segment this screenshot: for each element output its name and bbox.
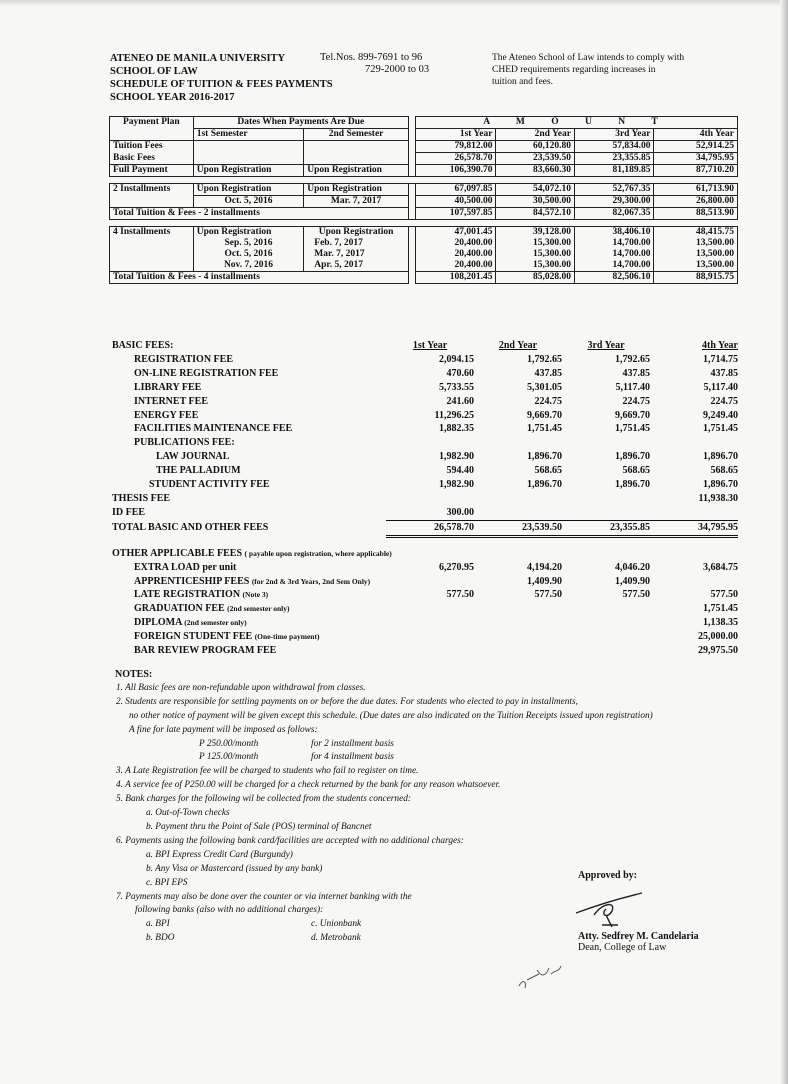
fee-value: 2,094.15 (439, 353, 474, 365)
due-date: Upon Registration (304, 227, 409, 239)
fee-value: 5,117.40 (703, 381, 738, 393)
col-3rd-year: 3rd Year (574, 129, 654, 141)
fee-label (112, 450, 386, 464)
fee-value (474, 644, 562, 658)
fee-label-text: DIPLOMA (134, 617, 182, 629)
fee-value (650, 436, 738, 450)
col-3rd-year: 3rd Year (587, 340, 625, 351)
fee-label (112, 588, 386, 602)
fee-value: 1,751.45 (615, 423, 650, 435)
fee-value: 224.75 (622, 395, 650, 407)
fee-note: (2nd semester only) (227, 604, 290, 614)
other-fees-note: ( payable upon registration, where applicable) (244, 548, 392, 558)
note-7-cont: following banks (also with no additional charges): (135, 905, 324, 916)
cell-value: 82,067.35 (574, 208, 654, 220)
fee-value (386, 630, 474, 644)
fine-amount: P 250.00/month (199, 738, 259, 749)
fee-value: 3,684.75 (703, 561, 738, 573)
fee-row (112, 436, 738, 450)
fee-row (112, 464, 738, 478)
cell-value: 13,500.00 (654, 238, 738, 249)
cell-value: 20,400.00 (415, 249, 496, 260)
note-7: 7. Payments may also be done over the counter or via internet banking with the (116, 891, 412, 902)
fee-value: 4,046.20 (615, 561, 650, 573)
row-label: Total Tuition & Fees - 2 installments (110, 208, 409, 220)
fee-value: 437.85 (534, 367, 562, 379)
fee-value (562, 602, 650, 616)
fee-value: 4,194.20 (527, 561, 562, 573)
bank-name: d. Metrobank (311, 933, 361, 944)
cell-value: 26,800.00 (654, 196, 738, 208)
cell-value: 61,713.90 (654, 184, 738, 196)
thesis-fee-row (112, 492, 738, 506)
due-date: Apr. 5, 2017 (304, 260, 409, 272)
total-basic-fees-row (112, 520, 738, 536)
col-2nd-semester: 2nd Semester (304, 129, 409, 141)
fee-row (112, 450, 738, 464)
fee-value: 1,882.35 (439, 423, 474, 435)
fee-value: 1,792.65 (527, 353, 562, 365)
fee-label-text: GRADUATION FEE (134, 603, 225, 615)
fee-row (112, 561, 738, 575)
approved-by-label: Approved by: (578, 870, 637, 881)
fee-row (112, 630, 738, 644)
due-date: Sep. 5, 2016 (193, 238, 304, 249)
fee-label (112, 436, 386, 450)
cell-value: 67,097.85 (415, 184, 496, 196)
col-4th-year: 4th Year (701, 340, 738, 351)
fee-note: (2nd semester only) (184, 618, 247, 628)
fee-value: 437.85 (622, 367, 650, 379)
fee-value: 9,669.70 (615, 409, 650, 421)
fee-label (112, 575, 386, 589)
fee-value: 1,896.70 (703, 451, 738, 463)
fee-value (562, 436, 650, 450)
payment-schedule-table (109, 116, 738, 284)
fee-value: 568.65 (710, 465, 738, 477)
fee-value (386, 575, 474, 589)
fee-value: 577.50 (622, 589, 650, 601)
fee-value: 594.40 (446, 465, 474, 477)
col-dates-due: Dates When Payments Are Due (193, 117, 408, 129)
bank-name: a. BPI (146, 919, 170, 930)
row-label: Full Payment (110, 165, 194, 177)
student-activity-row (112, 478, 738, 492)
fee-label (112, 616, 386, 630)
cell-value: 81,189.85 (574, 165, 654, 177)
fee-value: 6,270.95 (439, 561, 474, 573)
fee-value: 300.00 (386, 506, 474, 520)
four-installment-total-row (110, 272, 738, 284)
fee-row (112, 367, 738, 381)
fee-row (112, 588, 738, 602)
fee-value: 25,000.00 (698, 631, 738, 643)
fee-value (650, 506, 738, 520)
fee-label (112, 367, 386, 381)
document-title: SCHEDULE OF TUITION & FEES PAYMENTS (110, 79, 333, 90)
note-5a: a. Out-of-Town checks (146, 808, 230, 819)
fee-value: 1,751.45 (527, 423, 562, 435)
notice-line-3: tuition and fees. (492, 77, 553, 87)
cell-value: 84,572.10 (496, 208, 575, 220)
fee-label: TOTAL BASIC AND OTHER FEES (112, 522, 269, 534)
fee-value: 1,138.35 (703, 617, 738, 629)
fee-label (112, 644, 386, 658)
fee-value: 26,578.70 (386, 520, 474, 536)
fee-label-text: FOREIGN STUDENT FEE (134, 631, 253, 643)
four-installment-row-2 (110, 238, 738, 249)
note-5: 5. Bank charges for the following wil be collected from the students concerned: (116, 794, 411, 805)
note-6: 6. Payments using the following bank card/facilities are accepted with no additional charges: (116, 835, 464, 846)
due-date: Feb. 7, 2017 (304, 238, 409, 249)
cell-value: 47,001.45 (415, 227, 496, 239)
fee-value: 1,751.45 (703, 603, 738, 615)
note-6a: a. BPI Express Credit Card (Burgundy) (146, 849, 293, 860)
bank-name: c. Unionbank (311, 919, 362, 930)
fee-row (112, 395, 738, 409)
telephone-numbers (320, 52, 429, 76)
cell-value: 52,767.35 (574, 184, 654, 196)
note-6b: b. Any Visa or Mastercard (issued by any bank) (146, 863, 323, 874)
cell-value: 57,834.00 (574, 141, 654, 153)
notice-line-1: The Ateneo School of Law intends to comply with (492, 53, 685, 63)
fee-value: 224.75 (534, 395, 562, 407)
fee-value: 1,714.75 (703, 353, 738, 365)
fee-label-text: INTERNET FEE (134, 395, 209, 407)
fee-label: STUDENT ACTIVITY FEE (149, 479, 270, 491)
id-fee-row (112, 506, 738, 520)
fee-value: 577.50 (710, 589, 738, 601)
ched-notice (492, 52, 684, 88)
fee-value (386, 644, 474, 658)
fee-row (112, 644, 738, 658)
due-date: Mar. 7, 2017 (304, 196, 409, 208)
fee-value (386, 492, 474, 506)
fee-label-text: ON-LINE REGISTRATION FEE (134, 367, 279, 379)
scan-right-shadow (780, 0, 788, 1084)
fee-value: 11,296.25 (434, 409, 474, 421)
col-1st-year: 1st Year (415, 129, 496, 141)
fee-value: 34,795.95 (650, 520, 738, 536)
fee-value (386, 602, 474, 616)
table-subheader-row (110, 129, 738, 141)
cell-value: 40,500.00 (415, 196, 496, 208)
due-date: Oct. 5, 2016 (193, 196, 304, 208)
fee-value: 1,896.70 (703, 479, 738, 491)
fee-value (562, 616, 650, 630)
tel-line-2: 729-2000 to 03 (365, 64, 430, 75)
col-2nd-year: 2nd Year (498, 340, 538, 351)
basic-fees-row (110, 153, 738, 165)
cell-value: 52,914.25 (654, 141, 738, 153)
fee-value: 5,733.55 (439, 381, 474, 393)
fee-label: THESIS FEE (112, 492, 171, 504)
two-installment-row-2 (110, 196, 738, 208)
fee-value: 1,896.70 (615, 451, 650, 463)
fee-value: 568.65 (534, 465, 562, 477)
fee-label (112, 409, 386, 423)
fee-label-text: BAR REVIEW PROGRAM FEE (134, 645, 277, 657)
cell-value: 48,415.75 (654, 227, 738, 239)
bank-name: b. BDO (146, 933, 175, 944)
fee-value: 1,409.90 (615, 575, 650, 587)
row-label: Total Tuition & Fees - 4 installments (110, 272, 409, 284)
document-header (110, 52, 333, 104)
fee-label (112, 422, 386, 436)
cell-value: 20,400.00 (415, 260, 496, 272)
two-installment-row-1 (110, 184, 738, 196)
cell-value: 87,710.20 (654, 165, 738, 177)
fee-label-text: REGISTRATION FEE (134, 353, 234, 365)
fee-label (112, 602, 386, 616)
fee-value (386, 436, 474, 450)
due-date: Upon Registration (193, 165, 304, 177)
col-2nd-year: 2nd Year (496, 129, 575, 141)
fee-label (112, 630, 386, 644)
fine-amount: P 125.00/month (199, 752, 259, 763)
note-2-fine: A fine for late payment will be imposed as follows: (129, 724, 318, 735)
cell-value: 23,355.85 (574, 153, 654, 165)
due-date: Upon Registration (193, 184, 304, 196)
four-installment-row-1 (110, 227, 738, 239)
cell-value: 108,201.45 (415, 272, 496, 284)
fee-row (112, 409, 738, 423)
fee-value: 5,117.40 (615, 381, 650, 393)
fee-value (474, 436, 562, 450)
fee-value: 224.75 (710, 395, 738, 407)
cell-value: 107,597.85 (415, 208, 496, 220)
university-name: ATENEO DE MANILA UNIVERSITY (110, 53, 286, 64)
fee-label (112, 395, 386, 409)
fee-value (474, 630, 562, 644)
tel-line-1: Tel.Nos. 899-7691 to 96 (320, 52, 423, 63)
full-payment-row (110, 165, 738, 177)
cell-value: 88,513.90 (654, 208, 738, 220)
cell-value: 20,400.00 (415, 238, 496, 249)
fee-label-text: LAW JOURNAL (156, 451, 230, 463)
col-amount: A M O U N T (415, 117, 737, 129)
cell-value: 34,795.95 (654, 153, 738, 165)
fee-label-text: FACILITIES MAINTENANCE FEE (134, 423, 293, 435)
fee-label-text: PUBLICATIONS FEE: (134, 437, 235, 449)
due-date: Upon Registration (304, 184, 409, 196)
fee-value: 23,539.50 (474, 520, 562, 536)
fee-value: 568.65 (622, 465, 650, 477)
fee-label-text: LATE REGISTRATION (134, 589, 241, 601)
fee-note: (Note 3) (242, 590, 269, 600)
cell-value: 15,300.00 (496, 260, 575, 272)
fee-value (650, 575, 738, 589)
fee-value (562, 492, 650, 506)
cell-value: 13,500.00 (654, 260, 738, 272)
notes-title: NOTES: (115, 669, 153, 680)
cell-value: 14,700.00 (574, 260, 654, 272)
fine-basis: for 2 installment basis (311, 738, 394, 749)
cell-value: 23,539.50 (496, 153, 575, 165)
fee-value: 577.50 (446, 589, 474, 601)
col-4th-year: 4th Year (654, 129, 738, 141)
note-4: 4. A service fee of P250.00 will be charged for a check returned by the bank for any reason whatsoever. (116, 780, 501, 791)
four-installment-row-4 (110, 260, 738, 272)
fee-value: 577.50 (534, 589, 562, 601)
cell-value: 106,390.70 (415, 165, 496, 177)
cell-value: 15,300.00 (496, 249, 575, 260)
fee-value (562, 506, 650, 520)
fee-value: 23,355.85 (562, 520, 650, 536)
note-3: 3. A Late Registration fee will be charged to students who fail to register on time. (116, 766, 419, 777)
cell-value: 60,120.80 (496, 141, 575, 153)
notice-line-2: CHED requirements regarding increases in (492, 65, 656, 75)
fee-value: 9,249.40 (703, 409, 738, 421)
fee-note: (One-time payment) (254, 632, 320, 642)
fee-row (112, 616, 738, 630)
fee-value (562, 644, 650, 658)
cell-value: 83,660.30 (496, 165, 575, 177)
fee-value: 1,896.70 (527, 451, 562, 463)
fee-row (112, 381, 738, 395)
fee-row (112, 353, 738, 367)
fee-label-text: THE PALLADIUM (156, 465, 241, 477)
fee-label-text: APPRENTICESHIP FEES (134, 575, 250, 587)
fee-label: ID FEE (112, 507, 146, 519)
cell-value: 79,812.00 (415, 141, 496, 153)
fee-value: 1,792.65 (615, 353, 650, 365)
cell-value: 38,406.10 (574, 227, 654, 239)
school-year: SCHOOL YEAR 2016-2017 (110, 92, 235, 103)
school-name: SCHOOL OF LAW (110, 66, 198, 77)
spacer (408, 129, 415, 141)
spacer (408, 117, 415, 129)
fine-basis: for 4 installment basis (311, 752, 394, 763)
due-date: Oct. 5, 2016 (193, 249, 304, 260)
approver-name: Atty. Sedfrey M. Candelaria (578, 931, 699, 942)
other-fees-header-row (112, 547, 738, 561)
row-label: Tuition Fees (110, 141, 194, 153)
row-label: 4 Installments (110, 227, 194, 239)
fee-value (474, 492, 562, 506)
note-2-cont: no other notice of payment will be given except this schedule. (Due dates are also indicated on the Tuition Receipts issued upon registration) (129, 710, 653, 721)
cell-value: 54,072.10 (496, 184, 575, 196)
cell-value: 82,506.10 (574, 272, 654, 284)
cell-value: 85,028.00 (496, 272, 575, 284)
fees-table (112, 339, 738, 658)
col-payment-plan: Payment Plan (110, 117, 194, 141)
fee-value (386, 616, 474, 630)
fee-value: 29,975.50 (698, 645, 738, 657)
basic-fees-header-row (112, 339, 738, 353)
fee-value: 1,409.90 (527, 575, 562, 587)
cell-value: 14,700.00 (574, 238, 654, 249)
cell-value: 88,915.75 (654, 272, 738, 284)
cell-value: 13,500.00 (654, 249, 738, 260)
fee-value: 470.60 (446, 367, 474, 379)
cell-value: 14,700.00 (574, 249, 654, 260)
fee-label-text: EXTRA LOAD per unit (134, 561, 237, 573)
note-6c: c. BPI EPS (146, 877, 188, 888)
fee-value (562, 630, 650, 644)
cell-value: 29,300.00 (574, 196, 654, 208)
approver-title: Dean, College of Law (578, 942, 667, 953)
col-1st-semester: 1st Semester (193, 129, 304, 141)
cell-value: 30,500.00 (496, 196, 575, 208)
due-date: Mar. 7, 2017 (304, 249, 409, 260)
fee-value: 1,896.70 (527, 479, 562, 491)
fee-value (474, 506, 562, 520)
fee-label (112, 464, 386, 478)
four-installment-row-3 (110, 249, 738, 260)
note-1: 1. All Basic fees are non-refundable upon withdrawal from classes. (116, 682, 366, 693)
fee-value: 9,669.70 (527, 409, 562, 421)
note-2: 2. Students are responsible for settling payments on or before the due dates. For students who elected to pay in installments, (116, 696, 578, 707)
col-1st-year: 1st Year (412, 340, 448, 351)
table-header-row (110, 117, 738, 129)
other-fees-title: OTHER APPLICABLE FEES (112, 547, 243, 559)
fee-row (112, 575, 738, 589)
scan-top-shadow (0, 0, 788, 6)
fee-value: 241.60 (446, 395, 474, 407)
fee-label (112, 353, 386, 367)
fee-note: (for 2nd & 3rd Years, 2nd Sem Only) (251, 576, 371, 586)
fee-value: 5,301.05 (527, 381, 562, 393)
row-label: 2 Installments (110, 184, 194, 196)
fee-label-text: LIBRARY FEE (134, 381, 202, 393)
cell-value: 26,578.70 (415, 153, 496, 165)
fee-label (112, 561, 386, 575)
fee-row (112, 602, 738, 616)
cell-value: 39,128.00 (496, 227, 575, 239)
fee-value (474, 616, 562, 630)
tuition-fees-row (110, 141, 738, 153)
fee-value (474, 602, 562, 616)
fee-value: 437.85 (710, 367, 738, 379)
fee-value: 1,982.90 (439, 479, 474, 491)
due-date: Upon Registration (304, 165, 409, 177)
fee-value: 1,896.70 (615, 479, 650, 491)
fee-value: 1,751.45 (703, 423, 738, 435)
row-label: Basic Fees (110, 153, 194, 165)
signature-mark (572, 885, 652, 931)
initials-scribble (515, 960, 565, 992)
due-date: Nov. 7, 2016 (193, 260, 304, 272)
basic-fees-title: BASIC FEES: (112, 340, 174, 351)
two-installment-total-row (110, 208, 738, 220)
cell-value: 15,300.00 (496, 238, 575, 249)
fee-value: 1,982.90 (439, 451, 474, 463)
fee-label-text: ENERGY FEE (134, 409, 199, 421)
approval-block (578, 870, 699, 953)
fee-value: 11,938.30 (698, 492, 738, 504)
due-date: Upon Registration (193, 227, 304, 239)
fee-row (112, 422, 738, 436)
fee-label (112, 381, 386, 395)
note-5b: b. Payment thru the Point of Sale (POS) terminal of Bancnet (146, 821, 372, 832)
